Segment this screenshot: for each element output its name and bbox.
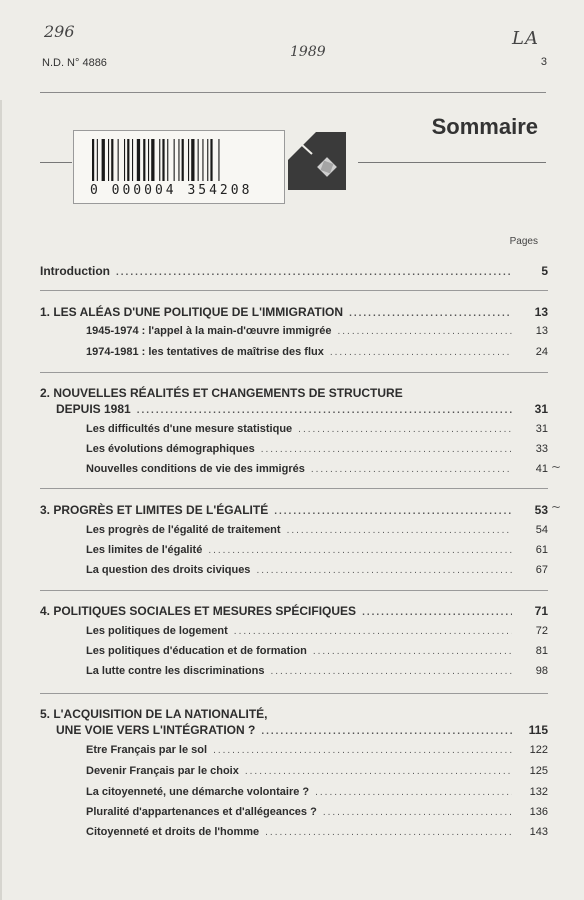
barcode-bar	[151, 139, 154, 181]
toc-entry-page: 136	[529, 806, 548, 818]
toc-entry	[86, 665, 548, 677]
toc-entry-label: Les difficultés d'une mesure statistique	[86, 423, 293, 435]
section-divider	[40, 590, 548, 591]
toc-entry-page: 41	[535, 463, 548, 475]
toc-entry-label: Etre Français par le sol	[86, 744, 208, 756]
barcode-bar	[210, 139, 212, 181]
barcode-bar	[162, 139, 164, 181]
toc-entry	[86, 564, 548, 576]
toc-entry-label: Nouvelles conditions de vie des immigrés	[86, 463, 305, 475]
section-divider	[40, 693, 548, 694]
toc-chapter-2	[56, 402, 548, 416]
toc-entry-label: Citoyenneté et droits de l'homme	[86, 826, 260, 838]
toc-entry-label: 1974-1981 : les tentatives de maîtrise des flux	[86, 346, 324, 358]
toc-entry-label: Les politiques de logement	[86, 625, 228, 637]
title-rule-left	[40, 162, 72, 163]
library-logo-icon	[286, 130, 348, 192]
toc-entry	[86, 544, 548, 556]
toc-entry-page: 24	[535, 346, 548, 358]
dot-leader	[271, 666, 513, 677]
barcode-bar	[159, 139, 160, 181]
chapter-page: 115	[528, 723, 548, 737]
dot-leader	[315, 787, 512, 798]
barcode-bar	[148, 139, 149, 181]
toc-entry	[86, 325, 548, 337]
barcode-bar	[202, 139, 203, 181]
section-divider	[40, 372, 548, 373]
barcode-bar	[118, 139, 119, 181]
toc-entry	[86, 826, 548, 838]
toc-entry-label: La lutte contre les discriminations	[86, 665, 265, 677]
toc-entry-page: 67	[535, 564, 548, 576]
barcode-bar	[218, 139, 219, 181]
dot-leader	[213, 745, 512, 756]
chapter-title-line1: 2. NOUVELLES RÉALITÉS ET CHANGEMENTS DE STRUCTURE	[40, 386, 403, 400]
barcode-bar	[108, 139, 109, 181]
toc-entry-page: 81	[535, 645, 548, 657]
toc-entry	[86, 423, 548, 435]
toc-entry	[86, 524, 548, 536]
barcode-bar	[137, 139, 140, 181]
barcode-bar	[127, 139, 129, 181]
toc-entry	[86, 765, 548, 777]
toc-chapter-4	[40, 604, 548, 618]
dot-leader	[338, 326, 513, 337]
toc-entry-label: La question des droits civiques	[86, 564, 251, 576]
barcode-icon	[92, 139, 267, 181]
chapter-page: 13	[534, 305, 548, 319]
toc-entry-label: Les politiques d'éducation et de formation	[86, 645, 307, 657]
handwritten-initials: LA	[512, 28, 539, 49]
dot-leader	[362, 607, 512, 618]
dot-leader	[234, 626, 512, 637]
dot-leader	[245, 766, 512, 777]
chapter-page: 53	[534, 503, 548, 517]
document-number: N.D. N° 4886	[42, 57, 107, 69]
title-rule-right	[358, 162, 546, 163]
dot-leader	[261, 726, 512, 737]
barcode-bar	[174, 139, 175, 181]
toc-entry-page: 132	[529, 786, 548, 798]
header-rule	[40, 92, 546, 93]
chapter-title: 1. LES ALÉAS D'UNE POLITIQUE DE L'IMMIGRATION	[40, 305, 344, 319]
chapter-title: 3. PROGRÈS ET LIMITES DE L'ÉGALITÉ	[40, 503, 269, 517]
barcode-bar	[207, 139, 208, 181]
toc-entry-label: Les limites de l'égalité	[86, 544, 203, 556]
barcode-bar	[124, 139, 125, 181]
chapter-title-line2: UNE VOIE VERS L'INTÉGRATION ?	[56, 723, 256, 737]
barcode-bar	[182, 139, 184, 181]
barcode-bar	[97, 139, 98, 181]
toc-entry	[86, 806, 548, 818]
barcode-digits: 0 000004 354208	[90, 183, 253, 198]
chapter-title-line2: DEPUIS 1981	[56, 402, 131, 416]
page-edge-shadow	[0, 100, 2, 900]
barcode-bar	[191, 139, 194, 181]
chapter-title: 4. POLITIQUES SOCIALES ET MESURES SPÉCIFIQUES	[40, 604, 357, 618]
toc-chapter-5	[56, 723, 548, 737]
toc-entry-label: Pluralité d'appartenances et d'allégeances ?	[86, 806, 317, 818]
toc-entry-label: Devenir Français par le choix	[86, 765, 239, 777]
chapter-page: 71	[534, 604, 548, 618]
toc-entry-page: 122	[529, 744, 548, 756]
toc-entry	[86, 645, 548, 657]
dot-leader	[298, 424, 512, 435]
toc-entry-label: 1945-1974 : l'appel à la main-d'œuvre immigrée	[86, 325, 332, 337]
section-divider	[40, 290, 548, 291]
handwritten-year: 1989	[290, 44, 326, 60]
barcode-bar	[111, 139, 113, 181]
toc-entry-page: 31	[535, 423, 548, 435]
barcode-label	[73, 130, 285, 204]
barcode-bar	[92, 139, 94, 181]
dot-leader	[137, 405, 512, 416]
dot-leader	[330, 347, 512, 358]
barcode-bar	[178, 139, 179, 181]
toc-entry-page: 125	[529, 765, 548, 777]
toc-entry-page: 5	[541, 264, 548, 278]
toc-entry	[86, 463, 548, 475]
dot-leader	[349, 308, 512, 319]
section-divider	[40, 488, 548, 489]
toc-entry	[86, 786, 548, 798]
toc-entry-label: Les progrès de l'égalité de traitement	[86, 524, 281, 536]
toc-entry-label: Introduction	[40, 264, 110, 278]
barcode-bar	[143, 139, 145, 181]
barcode-bar	[167, 139, 168, 181]
toc-entry-page: 72	[535, 625, 548, 637]
dot-leader	[313, 646, 512, 657]
handwritten-number: 296	[44, 22, 75, 41]
dot-leader	[261, 444, 512, 455]
toc-chapter-3	[40, 503, 548, 517]
barcode-bar	[102, 139, 105, 181]
toc-entry	[86, 346, 548, 358]
page-title: Sommaire	[431, 114, 538, 139]
dot-leader	[256, 565, 512, 576]
toc-entry-page: 61	[535, 544, 548, 556]
toc-entry-introduction	[40, 264, 548, 278]
dot-leader	[208, 545, 512, 556]
toc-entry-page: 98	[535, 665, 548, 677]
dot-leader	[274, 506, 512, 517]
pencil-tick-mark: ~	[551, 500, 562, 514]
toc-entry	[86, 744, 548, 756]
dot-leader	[323, 807, 512, 818]
dot-leader	[287, 525, 512, 536]
dot-leader	[265, 827, 512, 838]
toc-chapter-1	[40, 305, 548, 319]
chapter-title-line1: 5. L'ACQUISITION DE LA NATIONALITÉ,	[40, 707, 268, 721]
barcode-bar	[132, 139, 133, 181]
toc-entry-page: 143	[529, 826, 548, 838]
toc-entry	[86, 443, 548, 455]
toc-entry-page: 33	[535, 443, 548, 455]
barcode-bar	[188, 139, 189, 181]
toc-entry	[86, 625, 548, 637]
toc-entry-label: La citoyenneté, une démarche volontaire ?	[86, 786, 310, 798]
toc-entry-page: 13	[535, 325, 548, 337]
pencil-tick-mark: ~	[551, 460, 562, 474]
pages-column-label: Pages	[509, 236, 538, 247]
page-number: 3	[540, 56, 547, 68]
toc-entry-page: 54	[535, 524, 548, 536]
barcode-bar	[198, 139, 199, 181]
chapter-page: 31	[534, 402, 548, 416]
toc-entry-label: Les évolutions démographiques	[86, 443, 255, 455]
dot-leader	[311, 464, 512, 475]
dot-leader	[116, 267, 512, 278]
